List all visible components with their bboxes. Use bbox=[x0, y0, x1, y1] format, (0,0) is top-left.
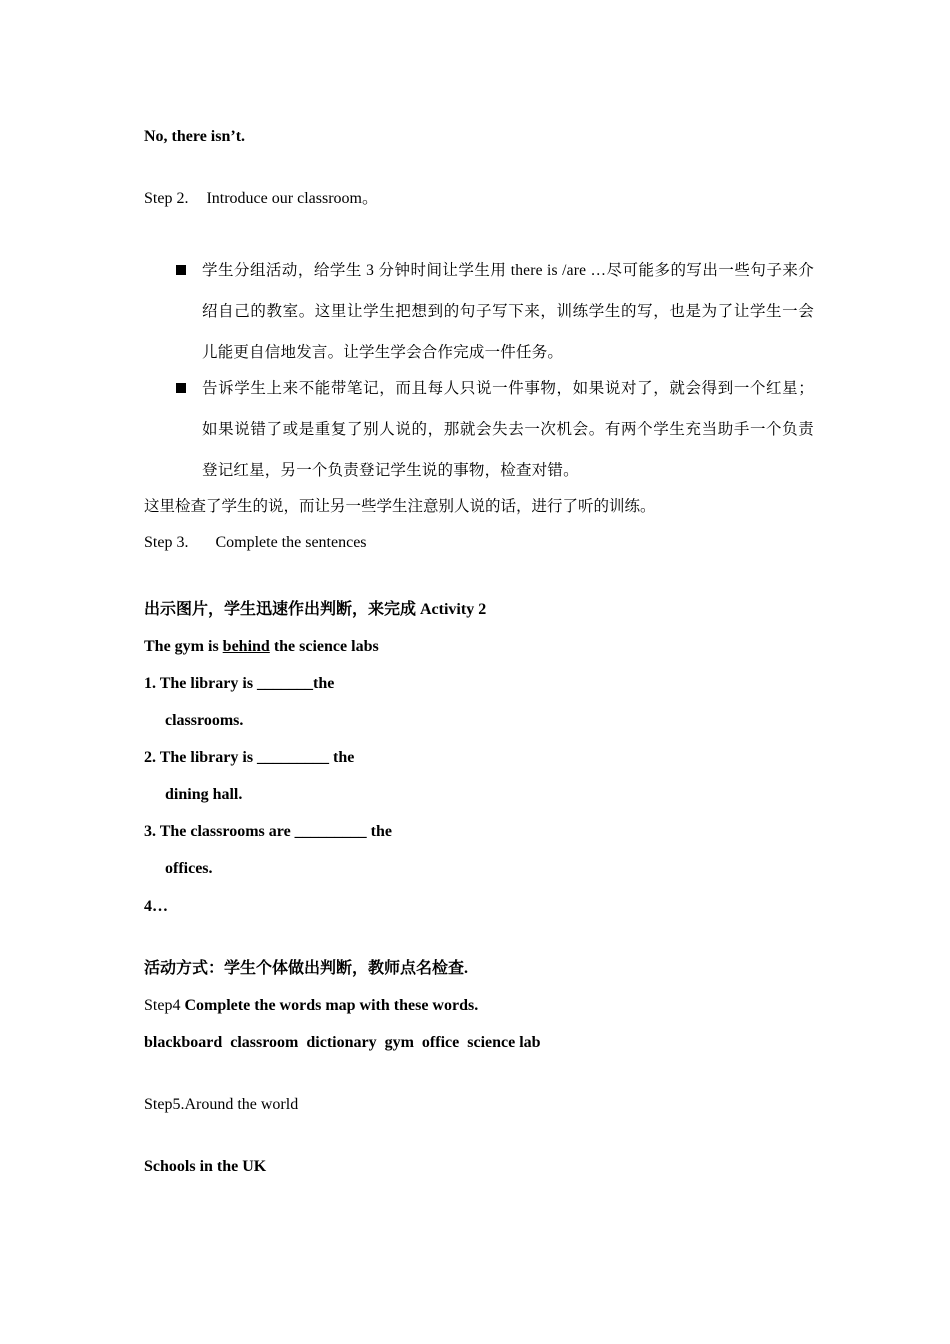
step2-label: Step 2. bbox=[144, 190, 189, 207]
activity-method: 活动方式：学生个体做出判断，教师点名检查. bbox=[144, 960, 469, 977]
step3-heading bbox=[144, 533, 367, 553]
example-post: the science labs bbox=[269, 638, 379, 655]
question-3-line-1: 3. The classrooms are _________ the bbox=[144, 823, 392, 840]
step4-heading bbox=[144, 996, 478, 1016]
square-bullet-icon bbox=[176, 265, 186, 275]
example-underlined-word: behind bbox=[222, 638, 270, 655]
question-2-line-2: dining hall. bbox=[165, 786, 243, 803]
note-listening-training: 这里检查了学生的说，而让另一些学生注意别人说的话，进行了听的训练。 bbox=[144, 498, 656, 515]
step5-heading: Step5.Around the world bbox=[144, 1096, 299, 1113]
example-pre: The gym is bbox=[144, 638, 223, 655]
schools-in-uk-heading: Schools in the UK bbox=[144, 1158, 267, 1175]
step3-label: Step 3. bbox=[144, 534, 189, 551]
word-list: blackboard classroom dictionary gym office science lab bbox=[144, 1034, 541, 1051]
step4-text: Complete the words map with these words. bbox=[184, 997, 479, 1014]
answer-no-there-isnt: No, there isn’t. bbox=[144, 128, 246, 145]
question-1-line-2: classrooms. bbox=[165, 712, 244, 729]
step2-heading bbox=[144, 189, 378, 209]
example-sentence bbox=[144, 637, 379, 657]
bullet-text-2: 告诉学生上来不能带笔记，而且每人只说一件事物，如果说对了，就会得到一个红星；如果说错了或是重复了别人说的，那就会失去一次机会。有两个学生充当助手一个负责登记红星，另一个负责登记学生说的事物，检查对错。 bbox=[202, 380, 814, 479]
square-bullet-icon bbox=[176, 383, 186, 393]
question-3-line-2: offices. bbox=[165, 860, 213, 877]
step2-text: Introduce our classroom。 bbox=[206, 190, 378, 207]
bullet-text-1: 学生分组活动，给学生 3 分钟时间让学生用 there is /are …尽可能多的写出一些句子来介绍自己的教室。这里让学生把想到的句子写下来，训练学生的写，也是为了让学生一会儿能更自信地发言。让学生学会合作完成一件任务。 bbox=[202, 262, 814, 361]
question-1-line-1: 1. The library is _______the bbox=[144, 675, 335, 692]
activity-intro: 出示图片，学生迅速作出判断，来完成 Activity 2 bbox=[144, 601, 487, 618]
step4-label: Step4 bbox=[144, 997, 185, 1014]
step3-text: Complete the sentences bbox=[215, 534, 367, 551]
question-2-line-1: 2. The library is _________ the bbox=[144, 749, 355, 766]
question-4: 4… bbox=[144, 898, 168, 915]
